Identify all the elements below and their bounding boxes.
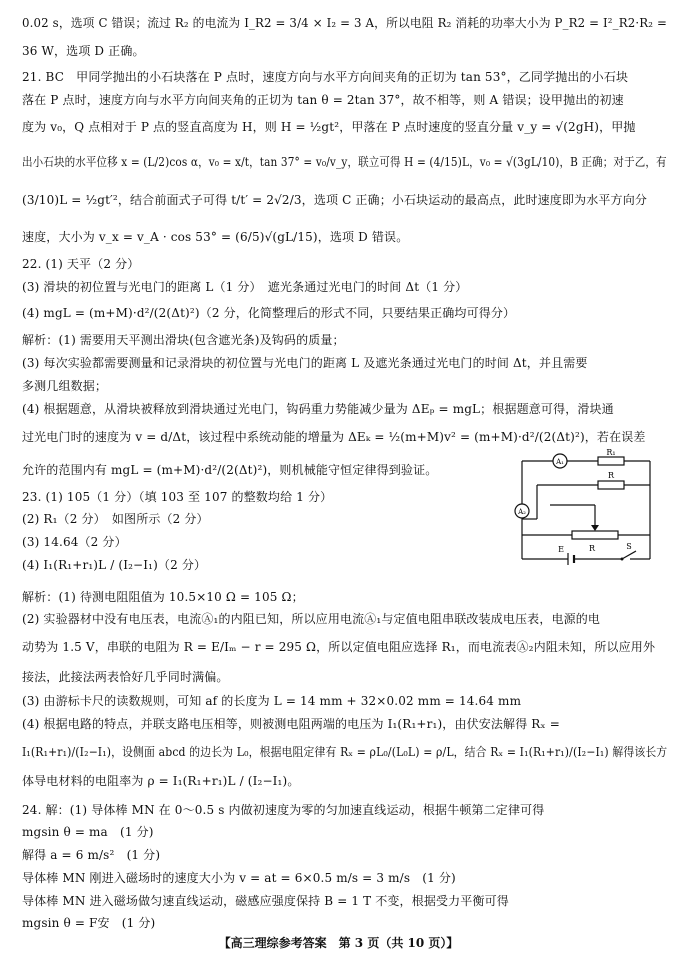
text-line: (2) 实验器材中没有电压表，电流Ⓐ₁的内阻已知，所以应用电流Ⓐ₁与定值电阻串联改装成电压表，电源的电 <box>22 612 601 626</box>
text-line: 解得 a = 6 m/s² (1 分) <box>22 848 161 862</box>
switch-label: S <box>626 542 632 551</box>
text-line: 允许的范围内有 mgL = (m+M)·d²/(2(Δt)²)，则机械能守恒定律得到验证。 <box>22 463 438 477</box>
circuit-diagram <box>512 448 660 565</box>
text-line: 解析：(1) 需要用天平测出滑块(包含遮光条)及钩码的质量； <box>22 333 345 347</box>
text-line: mgsin θ = F安 (1 分) <box>22 916 156 930</box>
text-line: 出小石块的水平位移 x = (L/2)cos α，v₀ = x/t，tan 37° = v₀/v_y，联立可得 H = (4/15)L，v₀ = √(3gL/10)，B 正确；对于乙，有 <box>22 155 667 169</box>
text-line: 24. 解：(1) 导体棒 MN 在 0～0.5 s 内做初速度为零的匀加速直线运动，根据牛顿第二定律可得 <box>22 803 545 817</box>
rheostat-label: R <box>588 544 596 553</box>
text-line: 0.02 s，选项 C 错误；流过 R₂ 的电流为 I_R2 = 3/4 × I₂ = 3 A，所以电阻 R₂ 消耗的功率大小为 P_R2 = I²_R2·R₂ = <box>22 16 667 30</box>
text-line: 落在 P 点时，速度方向与水平方向间夹角的正切为 tan θ = 2tan 37°，故不相等，则 A 错误；设甲抛出的初速 <box>22 93 624 107</box>
text-line: mgsin θ = ma (1 分) <box>22 825 154 839</box>
text-line: 22. (1) 天平（2 分） <box>22 257 140 271</box>
resistor-rx-label: R <box>607 471 615 480</box>
text-line: (4) 根据电路的特点，并联支路电压相等，则被测电阻两端的电压为 I₁(R₁+r₁)，由伏安法解得 Rₓ = <box>22 717 560 731</box>
rheostat-arrow-icon <box>591 525 599 531</box>
text-line: 21. BC 甲同学抛出的小石块落在 P 点时，速度方向与水平方向间夹角的正切为 tan 53°，乙同学抛出的小石块 <box>22 70 629 84</box>
text-line: (3) 14.64（2 分） <box>22 535 127 549</box>
resistor-r1-label: R₁ <box>606 448 616 457</box>
text-line: I₁(R₁+r₁)/(I₂−I₁)，设侧面 abcd 的边长为 L₀，根据电阻定律有 Rₓ = ρL₀/(L₀L) = ρ/L，结合 Rₓ = I₁(R₁+r₁)/(I₂−I₁) 解得该长方 <box>22 745 668 759</box>
ammeter-a1-label: A₁ <box>556 458 564 466</box>
text-line: (3) 滑块的初位置与光电门的距离 L（1 分） 遮光条通过光电门的时间 Δt（1 分） <box>22 280 468 294</box>
resistor-r1-icon <box>598 457 624 465</box>
text-line: (2) R₁（2 分） 如图所示（2 分） <box>22 512 209 526</box>
text-line: 23. (1) 105（1 分）（填 103 至 107 的整数均给 1 分） <box>22 490 333 504</box>
battery-label: E <box>558 545 564 554</box>
text-line: 度为 v₀，Q 点相对于 P 点的竖直高度为 H，则 H = ½gt²，甲落在 P 点时速度的竖直分量 v_y = √(2gH)，甲抛 <box>22 120 636 134</box>
text-line: 导体棒 MN 进入磁场做匀速直线运动，磁感应强度保持 B = 1 T 不变，根据受力平衡可得 <box>22 894 509 908</box>
text-line: (3/10)L = ½gt′²，结合前面式子可得 t/t′ = 2√2/3，选项 C 正确；小石块运动的最高点，此时速度即为水平方向分 <box>22 193 648 207</box>
text-line: (4) 根据题意，从滑块被释放到滑块通过光电门，钩码重力势能减少量为 ΔEₚ = mgL；根据题意可得，滑块通 <box>22 402 614 416</box>
text-line: (3) 由游标卡尺的读数规则，可知 af 的长度为 L = 14 mm + 32×0.02 mm = 14.64 mm <box>22 694 522 708</box>
text-line: (4) I₁(R₁+r₁)L / (I₂−I₁)（2 分） <box>22 558 207 572</box>
switch-pivot-icon <box>621 558 624 561</box>
text-line: 导体棒 MN 刚进入磁场时的速度大小为 v = at = 6×0.5 m/s = 3 m/s (1 分) <box>22 871 456 885</box>
text-line: 过光电门时的速度为 v = d/Δt，该过程中系统动能的增量为 ΔEₖ = ½(m+M)v² = (m+M)·d²/(2(Δt)²)，若在误差 <box>22 430 646 444</box>
text-line: (3) 每次实验都需要测量和记录滑块的初位置与光电门的距离 L 及遮光条通过光电门的时间 Δt，并且需要 <box>22 356 588 370</box>
text-line: 体导电材料的电阻率为 ρ = I₁(R₁+r₁)L / (I₂−I₁)。 <box>22 774 300 788</box>
resistor-rx-icon <box>598 481 624 489</box>
text-line: 接法，此接法两表恰好几乎同时满偏。 <box>22 670 229 684</box>
rheostat-icon <box>572 531 618 539</box>
ammeter-a2-label: A₂ <box>518 508 526 516</box>
text-line: 动势为 1.5 V，串联的电阻为 R = E/Iₘ − r = 295 Ω，所以定值电阻应选择 R₁，而电流表Ⓐ₂内阻未知，所以应用外 <box>22 640 656 654</box>
switch-icon <box>622 551 636 559</box>
text-line: (4) mgL = (m+M)·d²/(2(Δt)²)（2 分，化简整理后的形式不同，只要结果正确均可得分） <box>22 306 516 320</box>
text-line: 36 W，选项 D 正确。 <box>22 44 145 58</box>
text-line: 解析：(1) 待测电阻阻值为 10.5×10 Ω = 105 Ω； <box>22 590 304 604</box>
text-line: 多测几组数据； <box>22 379 108 393</box>
page-footer: 【高三理综参考答案 第 3 页（共 10 页）】 <box>218 936 459 950</box>
text-line: 速度，大小为 v_x = v_A · cos 53° = (6/5)√(gL/15)，选项 D 错误。 <box>22 230 409 244</box>
